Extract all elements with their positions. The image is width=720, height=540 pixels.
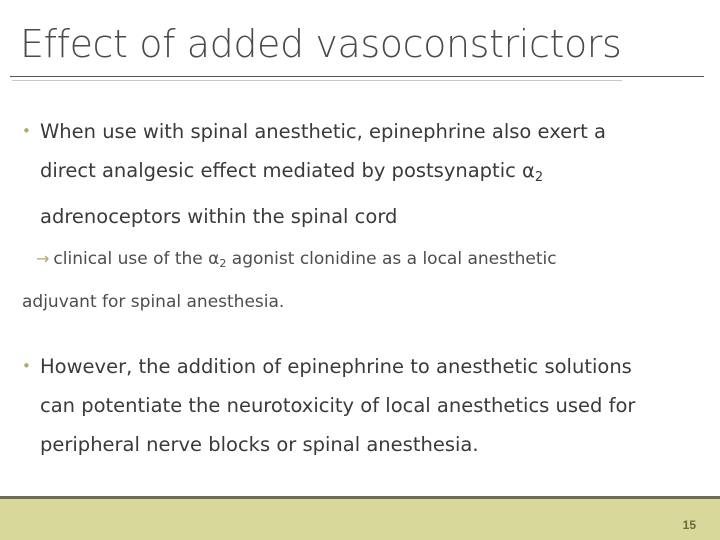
sub-item-1-line-1-rest: agonist clonidine as a local anesthetic <box>226 249 557 269</box>
bullet-item-2 <box>22 347 702 464</box>
bullet-1-line-3: adrenoceptors within the spinal cord <box>40 205 398 228</box>
bullet-1-line-1: When use with spinal anesthetic, epinephrine also exert a <box>40 120 606 143</box>
title-underline-shadow <box>12 80 622 81</box>
title-underline <box>10 76 704 77</box>
slide-body <box>22 112 702 464</box>
slide-number: 15 <box>682 518 696 532</box>
sub-item-1-line-2: adjuvant for spinal anesthesia. <box>22 292 285 312</box>
bullet-dot-icon: • <box>22 122 31 140</box>
bullet-2-line-2: can potentiate the neurotoxicity of local anesthetics used for <box>40 394 636 417</box>
slide-title: Effect of added vasoconstrictors <box>20 22 622 66</box>
bullet-item-1 <box>22 112 702 236</box>
sub-item-1-line-1 <box>36 240 702 283</box>
sub-item-1 <box>22 240 702 321</box>
bullet-1-line-2 <box>40 151 702 197</box>
alpha-subscript: 2 <box>219 257 227 270</box>
footer-top-line <box>0 496 720 499</box>
bullet-2-line-1: However, the addition of epinephrine to anesthetic solutions <box>40 355 632 378</box>
right-arrow-icon: → <box>36 249 50 268</box>
sub-item-1-line-1-text: clinical use of the α <box>53 249 220 269</box>
bullet-dot-icon: • <box>22 357 31 375</box>
bullet-1-line-2-text: direct analgesic effect mediated by postsynaptic α <box>40 159 535 182</box>
alpha-subscript: 2 <box>534 170 544 185</box>
bullet-2-line-3: peripheral nerve blocks or spinal anesthesia. <box>40 433 479 456</box>
footer-bar <box>0 496 720 540</box>
